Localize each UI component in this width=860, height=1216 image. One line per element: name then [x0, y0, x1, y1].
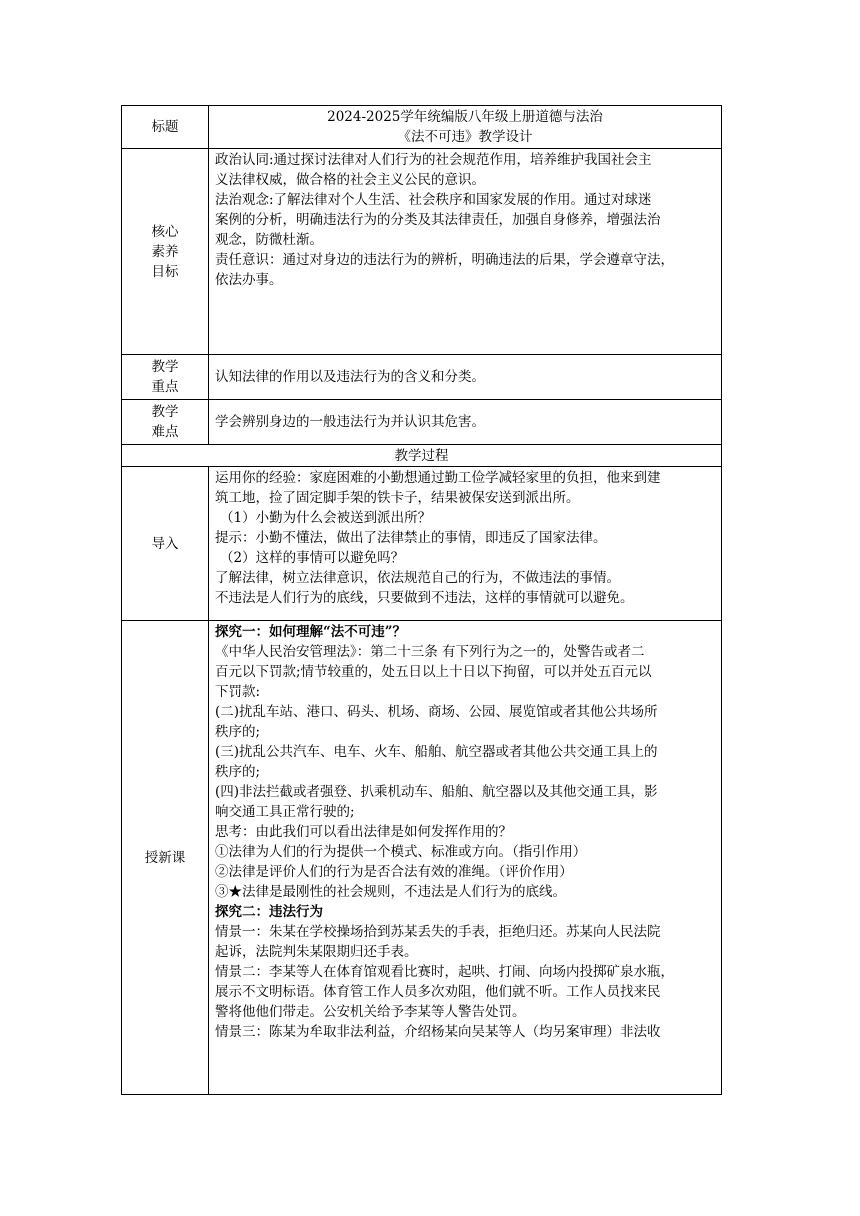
- paragraph-line: 案例的分析，明确违法行为的分类及其法律责任，加强自身修养，增强法治: [215, 212, 661, 228]
- paragraph-line: 《中华人民治安管理法》：第二十三条 有下列行为之一的，处警告或者二: [215, 644, 645, 660]
- paragraph-line: 筑工地，捡了固定脚手架的铁卡子，结果被保安送到派出所。: [215, 490, 580, 506]
- paragraph-line: 运用你的经验：家庭困难的小勤想通过勤工俭学减轻家里的负担，他来到建: [215, 470, 661, 486]
- paragraph-line: （2）这样的事情可以避免吗？: [220, 550, 405, 566]
- new-lesson-row: [122, 621, 722, 1095]
- key-points-row: [122, 355, 722, 400]
- process-header-row: [122, 445, 722, 467]
- paragraph-line: 响交通工具正常行驶的;: [215, 804, 355, 820]
- paragraph-line: (四)非法拦截或者强登、扒乘机动车、船舶、航空器以及其他交通工具，影: [215, 784, 658, 800]
- title-row: [122, 106, 722, 149]
- paragraph-line: 情景三：陈某为牟取非法利益，介绍杨某向吴某等人（均另案审理）非法收: [215, 1024, 661, 1040]
- section-heading: 探究二：违法行为: [215, 904, 323, 920]
- core-literacy-label: 核心 素养 目标: [122, 149, 209, 355]
- difficulty-content: 学会辨别身边的一般违法行为并认识其危害。: [209, 400, 722, 445]
- paragraph-line: 百元以下罚款;情节较重的，处五日以上十日以下拘留，可以并处五百元以: [215, 664, 652, 680]
- section-heading: 探究一：如何理解“法不可违”？: [215, 624, 407, 640]
- paragraph-line: ①法律为人们的行为提供一个模式、标准或方向。（指引作用）: [215, 844, 587, 860]
- paragraph-line: ③★法律是最刚性的社会规则，不违法是人们行为的底线。: [215, 884, 566, 900]
- paragraph-line: 思考：由此我们可以看出法律是如何发挥作用的？: [215, 824, 512, 840]
- paragraph-line: 情景一：朱某在学校操场拾到苏某丢失的手表，拒绝归还。苏某向人民法院: [215, 924, 661, 940]
- key-points-label: 教学 重点: [122, 355, 209, 400]
- intro-label: 导入: [122, 467, 209, 621]
- core-literacy-content: [209, 149, 722, 355]
- difficulty-label: 教学 难点: [122, 400, 209, 445]
- process-header: 教学过程: [122, 445, 722, 467]
- paragraph-line: （1）小勤为什么会被送到派出所？: [220, 510, 432, 526]
- title-line-2: 《法不可违》教学设计: [397, 129, 533, 145]
- new-lesson-label: 授新课: [122, 621, 209, 1095]
- paragraph-line: 警将他他们带走。公安机关给予李某等人警告处罚。: [215, 1004, 526, 1020]
- paragraph-line: 了解法律，树立法律意识，依法规范自己的行为，不做违法的事情。: [215, 570, 620, 586]
- paragraph-line: 起诉，法院判朱某限期归还手表。: [215, 944, 418, 960]
- paragraph-line: 法治观念:了解法律对个人生活、社会秩序和国家发展的作用。通过对球迷: [215, 192, 652, 208]
- paragraph-line: 秩序的;: [215, 764, 261, 780]
- new-lesson-content: [209, 621, 722, 1095]
- lesson-plan-table: [121, 105, 722, 1095]
- paragraph-line: ②法律是评价人们的行为是否合法有效的准绳。（评价作用）: [215, 864, 573, 880]
- title-label: 标题: [122, 106, 209, 149]
- core-literacy-row: [122, 149, 722, 355]
- title-cell: [209, 106, 722, 149]
- key-points-content: 认知法律的作用以及违法行为的含义和分类。: [209, 355, 722, 400]
- paragraph-line: 观念，防微杜渐。: [215, 232, 323, 248]
- paragraph-line: (二)扰乱车站、港口、码头、机场、商场、公园、展览馆或者其他公共场所: [215, 704, 658, 720]
- intro-row: [122, 467, 722, 621]
- paragraph-line: 政治认同:通过探讨法律对人们行为的社会规范作用，培养维护我国社会主: [215, 152, 652, 168]
- paragraph-line: 义法律权威，做合格的社会主义公民的意识。: [215, 172, 485, 188]
- paragraph-line: 责任意识：通过对身边的违法行为的辨析，明确违法的后果，学会遵章守法，: [215, 252, 674, 268]
- paragraph-line: 展示不文明标语。体育管工作人员多次劝阻，他们就不听。工作人员找来民: [215, 984, 661, 1000]
- difficulty-row: [122, 400, 722, 445]
- paragraph-line: 情景二：李某等人在体育馆观看比赛时，起哄、打闹、向场内投掷矿泉水瓶，: [215, 964, 674, 980]
- paragraph-line: 秩序的;: [215, 724, 261, 740]
- paragraph-line: 不违法是人们行为的底线，只要做到不违法，这样的事情就可以避免。: [215, 590, 634, 606]
- intro-content: [209, 467, 722, 621]
- paragraph-line: (三)扰乱公共汽车、电车、火车、船舶、航空器或者其他公共交通工具上的: [215, 744, 658, 760]
- paragraph-line: 依法办事。: [215, 272, 283, 288]
- paragraph-line: 提示：小勤不懂法，做出了法律禁止的事情，即违反了国家法律。: [215, 530, 607, 546]
- title-line-1: 2024-2025学年统编版八年级上册道德与法治: [327, 109, 603, 125]
- paragraph-line: 下罚款:: [215, 684, 261, 700]
